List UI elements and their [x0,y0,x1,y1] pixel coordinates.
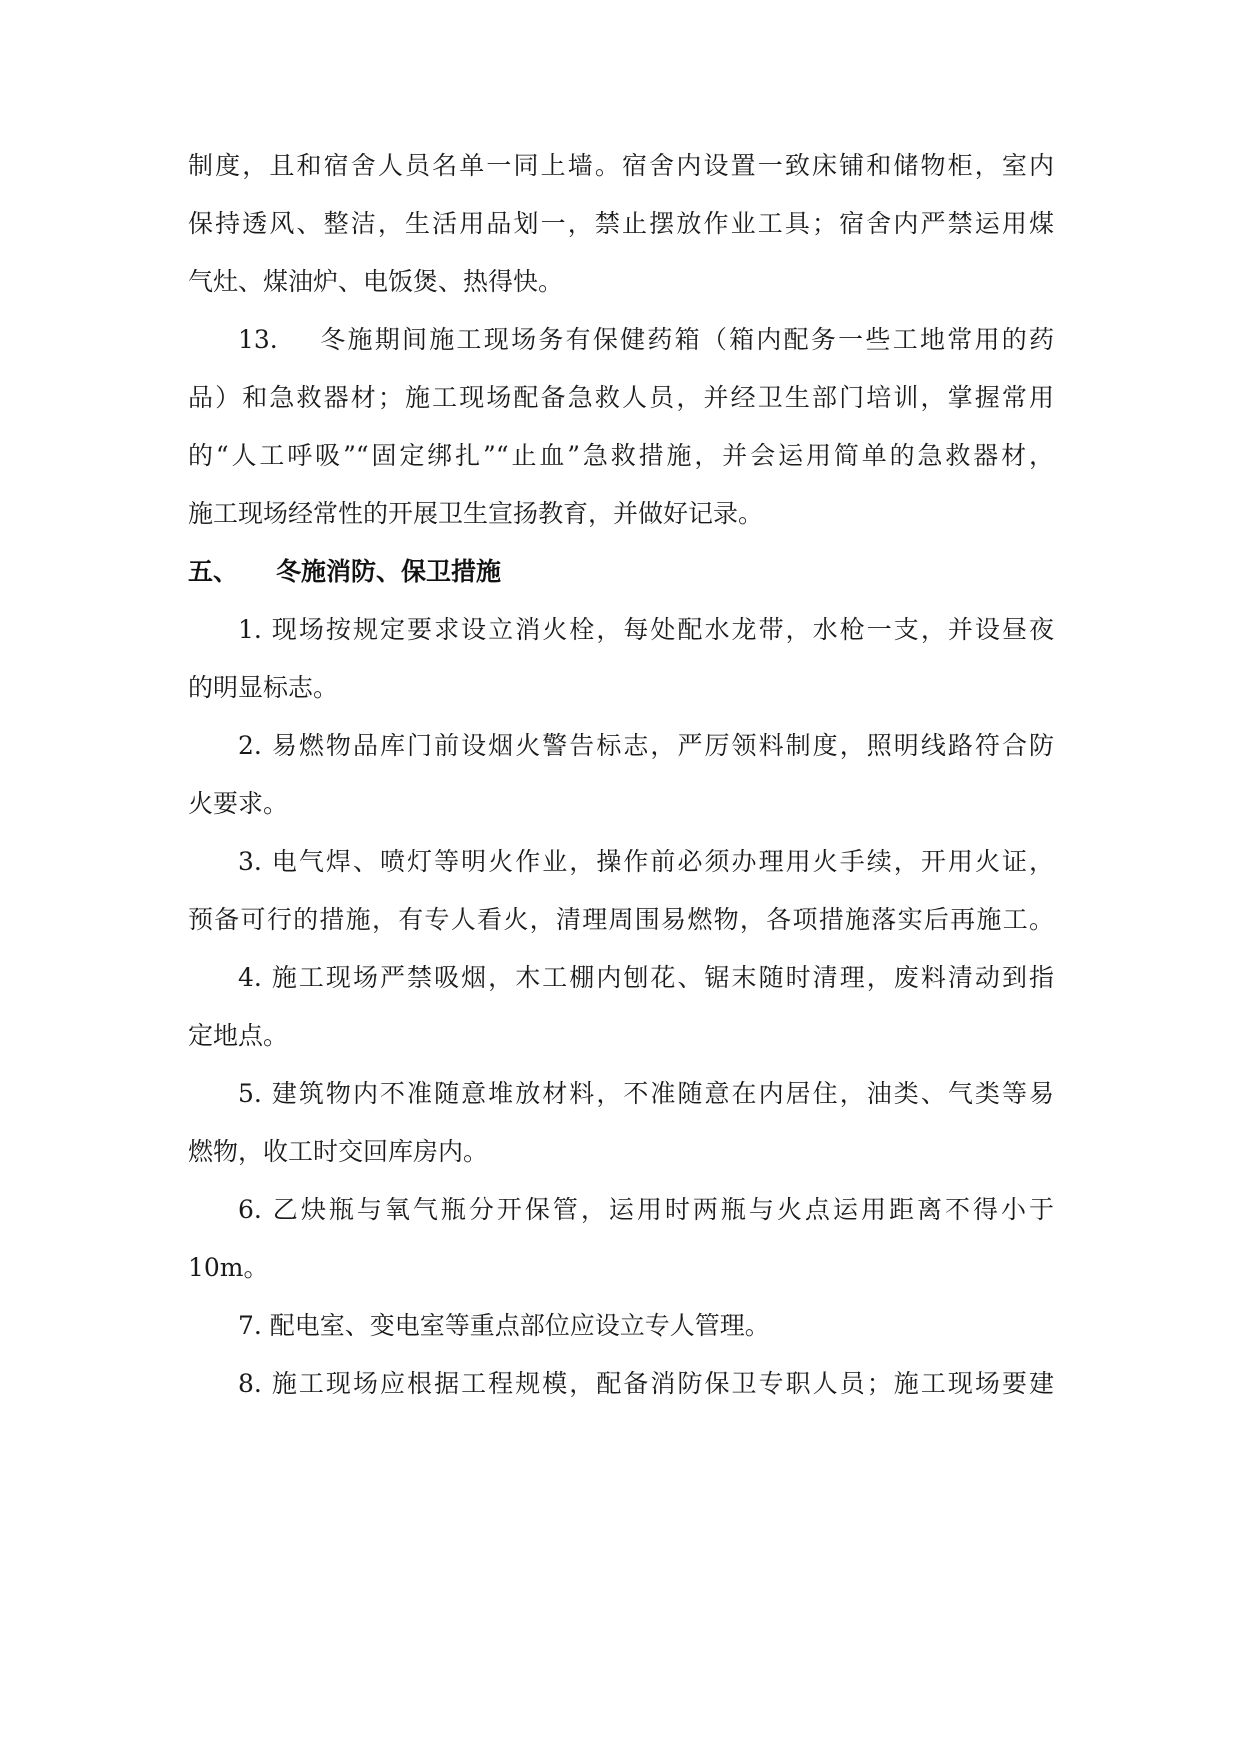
text-line: 保持透风、整洁，生活用品划一，禁止摆放作业工具；宿舍内严禁运用煤 [188,209,1054,238]
list-item-line: 2. 易燃物品库门前设烟火警告标志，严厉领料制度，照明线路符合防 [238,731,1054,760]
text-line: 冬施期间施工现场务有保健药箱（箱内配务一些工地常用的药 [318,325,1054,354]
list-item-line: 8. 施工现场应根据工程规模，配备消防保卫专职人员；施工现场要建 [238,1369,1054,1398]
list-item-line: 预备可行的措施，有专人看火，清理周围易燃物，各项措施落实后再施工。 [188,905,1054,934]
item-number: 13. [238,325,278,354]
text-line: 施工现场经常性的开展卫生宣扬教育，并做好记录。 [188,499,764,528]
list-item-line: 的明显标志。 [188,673,339,702]
list-item-line: 火要求。 [188,789,289,818]
list-item-line: 10m。 [188,1253,269,1282]
list-item-line: 1. 现场按规定要求设立消火栓，每处配水龙带，水枪一支，并设昼夜 [238,615,1054,644]
list-item-line: 5. 建筑物内不准随意堆放材料，不准随意在内居住，油类、气类等易 [238,1079,1054,1108]
list-item-line: 6. 乙炔瓶与氧气瓶分开保管，运用时两瓶与火点运用距离不得小于 [238,1195,1054,1224]
text-line: 的“人工呼吸”“固定绑扎”“止血”急救措施，并会运用简单的急救器材， [188,441,1054,470]
list-item-line: 4. 施工现场严禁吸烟，木工棚内刨花、锯末随时清理，废料清动到指 [238,963,1054,992]
item-13-first-line [238,322,1054,358]
section-number: 五、 [188,557,239,586]
list-item-line: 3. 电气焊、喷灯等明火作业，操作前必须办理用火手续，开用火证， [238,847,1054,876]
text-line: 气灶、煤油炉、电饭煲、热得快。 [188,267,564,296]
text-line: 制度，且和宿舍人员名单一同上墙。宿舍内设置一致床铺和储物柜，室内 [188,151,1054,180]
section-title: 冬施消防、保卫措施 [276,557,502,586]
section-heading [188,554,501,590]
list-item-line: 定地点。 [188,1021,289,1050]
list-item-line: 7. 配电室、变电室等重点部位应设立专人管理。 [238,1311,770,1340]
list-item-line: 燃物，收工时交回库房内。 [188,1137,489,1166]
text-line: 品）和急救器材；施工现场配备急救人员，并经卫生部门培训，掌握常用 [188,383,1054,412]
